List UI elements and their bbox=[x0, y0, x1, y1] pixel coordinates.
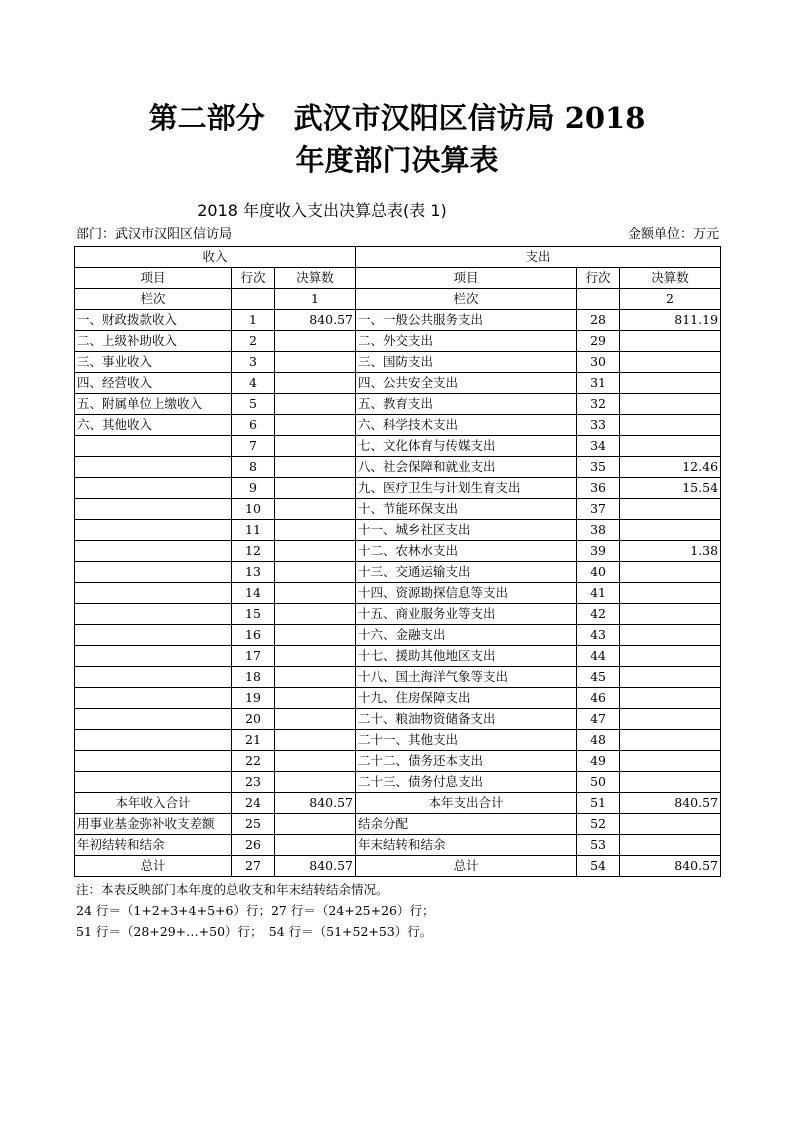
income-total-amount: 840.57 bbox=[275, 793, 356, 814]
expense-amount-cell bbox=[620, 394, 721, 415]
table-row bbox=[75, 436, 721, 457]
table-row bbox=[75, 331, 721, 352]
expense-item-cell: 一、一般公共服务支出 bbox=[356, 310, 577, 331]
expense-row-no-cell: 38 bbox=[577, 520, 620, 541]
expense-amount-cell bbox=[620, 415, 721, 436]
income-amount-header: 决算数 bbox=[275, 268, 356, 289]
surplus-label: 结余分配 bbox=[356, 814, 577, 835]
income-header: 收入 bbox=[75, 247, 356, 268]
note-line: 24 行＝（1+2+3+4+5+6）行；27 行＝（24+25+26）行； bbox=[76, 903, 435, 918]
expense-col-blank bbox=[577, 289, 620, 310]
income-total-label: 本年收入合计 bbox=[75, 793, 232, 814]
expense-amount-cell: 15.54 bbox=[620, 478, 721, 499]
income-item-cell: 六、其他收入 bbox=[75, 415, 232, 436]
table-row bbox=[75, 373, 721, 394]
table-row bbox=[75, 394, 721, 415]
income-row-no-header: 行次 bbox=[232, 268, 275, 289]
expense-row-no-cell: 42 bbox=[577, 604, 620, 625]
income-col-blank bbox=[232, 289, 275, 310]
carryover-row bbox=[75, 835, 721, 856]
expense-item-cell: 三、国防支出 bbox=[356, 352, 577, 373]
expense-col-index: 2 bbox=[620, 289, 721, 310]
expense-item-cell: 十七、援助其他地区支出 bbox=[356, 646, 577, 667]
table-row bbox=[75, 478, 721, 499]
expense-item-cell: 十一、城乡社区支出 bbox=[356, 520, 577, 541]
header-row-sections bbox=[75, 247, 721, 268]
income-amount-cell bbox=[275, 667, 356, 688]
expense-col-label: 栏次 bbox=[356, 289, 577, 310]
income-amount-cell bbox=[275, 604, 356, 625]
surplus-amount bbox=[620, 814, 721, 835]
income-row-no-cell: 12 bbox=[232, 541, 275, 562]
expense-amount-cell bbox=[620, 730, 721, 751]
income-amount-cell bbox=[275, 583, 356, 604]
expense-row-no-cell: 50 bbox=[577, 772, 620, 793]
page-title-line2: 年度部门决算表 bbox=[295, 143, 499, 177]
expense-amount-cell bbox=[620, 373, 721, 394]
expense-item-cell: 二十三、债务付息支出 bbox=[356, 772, 577, 793]
table-row bbox=[75, 583, 721, 604]
income-item-cell bbox=[75, 541, 232, 562]
column-index-row bbox=[75, 289, 721, 310]
expense-amount-cell bbox=[620, 583, 721, 604]
table-subtitle: 2018 年度收入支出决算总表(表 1) bbox=[197, 201, 447, 220]
expense-item-cell: 二十一、其他支出 bbox=[356, 730, 577, 751]
income-row-no-cell: 8 bbox=[232, 457, 275, 478]
income-row-no-cell: 9 bbox=[232, 478, 275, 499]
fund-row bbox=[75, 814, 721, 835]
expense-total-no: 51 bbox=[577, 793, 620, 814]
income-item-cell bbox=[75, 667, 232, 688]
expense-amount-cell: 12.46 bbox=[620, 457, 721, 478]
income-row-no-cell: 1 bbox=[232, 310, 275, 331]
expense-amount-cell bbox=[620, 646, 721, 667]
income-row-no-cell: 5 bbox=[232, 394, 275, 415]
income-row-no-cell: 23 bbox=[232, 772, 275, 793]
end-no: 53 bbox=[577, 835, 620, 856]
expense-amount-cell bbox=[620, 751, 721, 772]
expense-item-cell: 二、外交支出 bbox=[356, 331, 577, 352]
table-row bbox=[75, 541, 721, 562]
expense-row-no-header: 行次 bbox=[577, 268, 620, 289]
expense-item-cell: 九、医疗卫生与计划生育支出 bbox=[356, 478, 577, 499]
expense-item-cell: 四、公共安全支出 bbox=[356, 373, 577, 394]
grand-total-row bbox=[75, 856, 721, 877]
table-row bbox=[75, 457, 721, 478]
grand-left-label: 总计 bbox=[75, 856, 232, 877]
income-row-no-cell: 14 bbox=[232, 583, 275, 604]
expense-amount-cell bbox=[620, 331, 721, 352]
income-row-no-cell: 7 bbox=[232, 436, 275, 457]
grand-left-no: 27 bbox=[232, 856, 275, 877]
income-col-index: 1 bbox=[275, 289, 356, 310]
expense-row-no-cell: 44 bbox=[577, 646, 620, 667]
income-row-no-cell: 20 bbox=[232, 709, 275, 730]
page-title-line1: 第二部分 武汉市汉阳区信访局 2018 bbox=[148, 101, 646, 135]
income-item-cell bbox=[75, 562, 232, 583]
income-item-cell bbox=[75, 478, 232, 499]
expense-row-no-cell: 49 bbox=[577, 751, 620, 772]
notes bbox=[76, 879, 435, 942]
expense-total-amount: 840.57 bbox=[620, 793, 721, 814]
table-row bbox=[75, 667, 721, 688]
grand-right-label: 总计 bbox=[356, 856, 577, 877]
expense-amount-cell bbox=[620, 625, 721, 646]
income-row-no-cell: 2 bbox=[232, 331, 275, 352]
expense-row-no-cell: 37 bbox=[577, 499, 620, 520]
income-amount-cell bbox=[275, 751, 356, 772]
expense-row-no-cell: 29 bbox=[577, 331, 620, 352]
expense-total-label: 本年支出合计 bbox=[356, 793, 577, 814]
table-row bbox=[75, 604, 721, 625]
table-row bbox=[75, 646, 721, 667]
expense-row-no-cell: 46 bbox=[577, 688, 620, 709]
income-row-no-cell: 15 bbox=[232, 604, 275, 625]
income-amount-cell bbox=[275, 709, 356, 730]
income-amount-cell bbox=[275, 772, 356, 793]
expense-item-cell: 七、文化体育与传媒支出 bbox=[356, 436, 577, 457]
income-amount-cell bbox=[275, 415, 356, 436]
income-amount-cell bbox=[275, 478, 356, 499]
income-amount-cell bbox=[275, 394, 356, 415]
expense-row-no-cell: 43 bbox=[577, 625, 620, 646]
begin-label: 年初结转和结余 bbox=[75, 835, 232, 856]
income-item-cell bbox=[75, 499, 232, 520]
expense-row-no-cell: 32 bbox=[577, 394, 620, 415]
income-item-cell bbox=[75, 751, 232, 772]
income-row-no-cell: 6 bbox=[232, 415, 275, 436]
income-amount-cell bbox=[275, 688, 356, 709]
expense-row-no-cell: 31 bbox=[577, 373, 620, 394]
expense-item-cell: 十、节能环保支出 bbox=[356, 499, 577, 520]
income-row-no-cell: 3 bbox=[232, 352, 275, 373]
income-item-header: 项目 bbox=[75, 268, 232, 289]
income-amount-cell bbox=[275, 352, 356, 373]
income-amount-cell bbox=[275, 457, 356, 478]
grand-right-no: 54 bbox=[577, 856, 620, 877]
income-item-cell bbox=[75, 688, 232, 709]
expense-item-cell: 五、教育支出 bbox=[356, 394, 577, 415]
budget-summary-table bbox=[74, 246, 721, 877]
income-amount-cell bbox=[275, 331, 356, 352]
expense-row-no-cell: 41 bbox=[577, 583, 620, 604]
income-item-cell bbox=[75, 625, 232, 646]
table-row bbox=[75, 709, 721, 730]
income-total-row bbox=[75, 793, 721, 814]
expense-row-no-cell: 30 bbox=[577, 352, 620, 373]
department-label: 部门：武汉市汉阳区信访局 bbox=[76, 227, 233, 242]
expense-amount-cell bbox=[620, 352, 721, 373]
income-item-cell: 五、附属单位上缴收入 bbox=[75, 394, 232, 415]
table-row bbox=[75, 688, 721, 709]
expense-item-cell: 十六、金融支出 bbox=[356, 625, 577, 646]
fund-label: 用事业基金弥补收支差额 bbox=[75, 814, 232, 835]
table-row bbox=[75, 562, 721, 583]
income-col-label: 栏次 bbox=[75, 289, 232, 310]
expense-header: 支出 bbox=[356, 247, 721, 268]
expense-row-no-cell: 35 bbox=[577, 457, 620, 478]
expense-item-cell: 十四、资源勘探信息等支出 bbox=[356, 583, 577, 604]
surplus-no: 52 bbox=[577, 814, 620, 835]
income-item-cell bbox=[75, 436, 232, 457]
income-amount-cell bbox=[275, 373, 356, 394]
expense-item-cell: 十五、商业服务业等支出 bbox=[356, 604, 577, 625]
expense-row-no-cell: 47 bbox=[577, 709, 620, 730]
expense-item-cell: 十九、住房保障支出 bbox=[356, 688, 577, 709]
income-row-no-cell: 16 bbox=[232, 625, 275, 646]
income-item-cell bbox=[75, 772, 232, 793]
note-line: 注：本表反映部门本年度的总收支和年末结转结余情况。 bbox=[76, 882, 389, 897]
expense-item-cell: 十二、农林水支出 bbox=[356, 541, 577, 562]
expense-amount-cell: 811.19 bbox=[620, 310, 721, 331]
table-row bbox=[75, 310, 721, 331]
end-label: 年末结转和结余 bbox=[356, 835, 577, 856]
income-amount-cell bbox=[275, 520, 356, 541]
begin-no: 26 bbox=[232, 835, 275, 856]
income-item-cell bbox=[75, 709, 232, 730]
income-amount-cell bbox=[275, 541, 356, 562]
table-row bbox=[75, 772, 721, 793]
income-amount-cell bbox=[275, 730, 356, 751]
income-item-cell: 三、事业收入 bbox=[75, 352, 232, 373]
fund-amount bbox=[275, 814, 356, 835]
expense-item-header: 项目 bbox=[356, 268, 577, 289]
expense-item-cell: 十八、国土海洋气象等支出 bbox=[356, 667, 577, 688]
income-amount-cell: 840.57 bbox=[275, 310, 356, 331]
income-row-no-cell: 10 bbox=[232, 499, 275, 520]
table-row bbox=[75, 751, 721, 772]
income-item-cell: 二、上级补助收入 bbox=[75, 331, 232, 352]
income-row-no-cell: 22 bbox=[232, 751, 275, 772]
expense-row-no-cell: 34 bbox=[577, 436, 620, 457]
income-total-no: 24 bbox=[232, 793, 275, 814]
income-item-cell bbox=[75, 583, 232, 604]
expense-row-no-cell: 39 bbox=[577, 541, 620, 562]
expense-row-no-cell: 28 bbox=[577, 310, 620, 331]
expense-row-no-cell: 45 bbox=[577, 667, 620, 688]
expense-row-no-cell: 40 bbox=[577, 562, 620, 583]
income-item-cell: 一、财政拨款收入 bbox=[75, 310, 232, 331]
expense-amount-cell: 1.38 bbox=[620, 541, 721, 562]
income-amount-cell bbox=[275, 436, 356, 457]
income-item-cell: 四、经营收入 bbox=[75, 373, 232, 394]
income-row-no-cell: 11 bbox=[232, 520, 275, 541]
expense-amount-cell bbox=[620, 436, 721, 457]
header-row-columns bbox=[75, 268, 721, 289]
expense-amount-cell bbox=[620, 709, 721, 730]
table-row bbox=[75, 625, 721, 646]
expense-item-cell: 二十二、债务还本支出 bbox=[356, 751, 577, 772]
expense-amount-cell bbox=[620, 499, 721, 520]
fund-no: 25 bbox=[232, 814, 275, 835]
expense-amount-cell bbox=[620, 520, 721, 541]
unit-label: 金额单位：万元 bbox=[627, 227, 719, 242]
income-amount-cell bbox=[275, 562, 356, 583]
income-item-cell bbox=[75, 646, 232, 667]
expense-row-no-cell: 48 bbox=[577, 730, 620, 751]
income-row-no-cell: 4 bbox=[232, 373, 275, 394]
expense-row-no-cell: 36 bbox=[577, 478, 620, 499]
grand-left-amount: 840.57 bbox=[275, 856, 356, 877]
expense-amount-cell bbox=[620, 667, 721, 688]
table-row bbox=[75, 415, 721, 436]
end-amount bbox=[620, 835, 721, 856]
expense-item-cell: 八、社会保障和就业支出 bbox=[356, 457, 577, 478]
table-row bbox=[75, 352, 721, 373]
note-line: 51 行＝（28+29+…+50）行； 54 行＝（51+52+53）行。 bbox=[76, 924, 433, 939]
income-row-no-cell: 19 bbox=[232, 688, 275, 709]
income-row-no-cell: 18 bbox=[232, 667, 275, 688]
expense-item-cell: 六、科学技术支出 bbox=[356, 415, 577, 436]
income-item-cell bbox=[75, 604, 232, 625]
grand-right-amount: 840.57 bbox=[620, 856, 721, 877]
income-item-cell bbox=[75, 520, 232, 541]
income-item-cell bbox=[75, 730, 232, 751]
income-row-no-cell: 21 bbox=[232, 730, 275, 751]
expense-amount-cell bbox=[620, 688, 721, 709]
table-row bbox=[75, 730, 721, 751]
income-row-no-cell: 17 bbox=[232, 646, 275, 667]
expense-amount-cell bbox=[620, 562, 721, 583]
expense-item-cell: 十三、交通运输支出 bbox=[356, 562, 577, 583]
expense-amount-cell bbox=[620, 604, 721, 625]
table-row bbox=[75, 520, 721, 541]
expense-amount-header: 决算数 bbox=[620, 268, 721, 289]
begin-amount bbox=[275, 835, 356, 856]
income-amount-cell bbox=[275, 625, 356, 646]
expense-amount-cell bbox=[620, 772, 721, 793]
income-amount-cell bbox=[275, 499, 356, 520]
expense-item-cell: 二十、粮油物资储备支出 bbox=[356, 709, 577, 730]
expense-row-no-cell: 33 bbox=[577, 415, 620, 436]
income-amount-cell bbox=[275, 646, 356, 667]
income-item-cell bbox=[75, 457, 232, 478]
table-row bbox=[75, 499, 721, 520]
income-row-no-cell: 13 bbox=[232, 562, 275, 583]
